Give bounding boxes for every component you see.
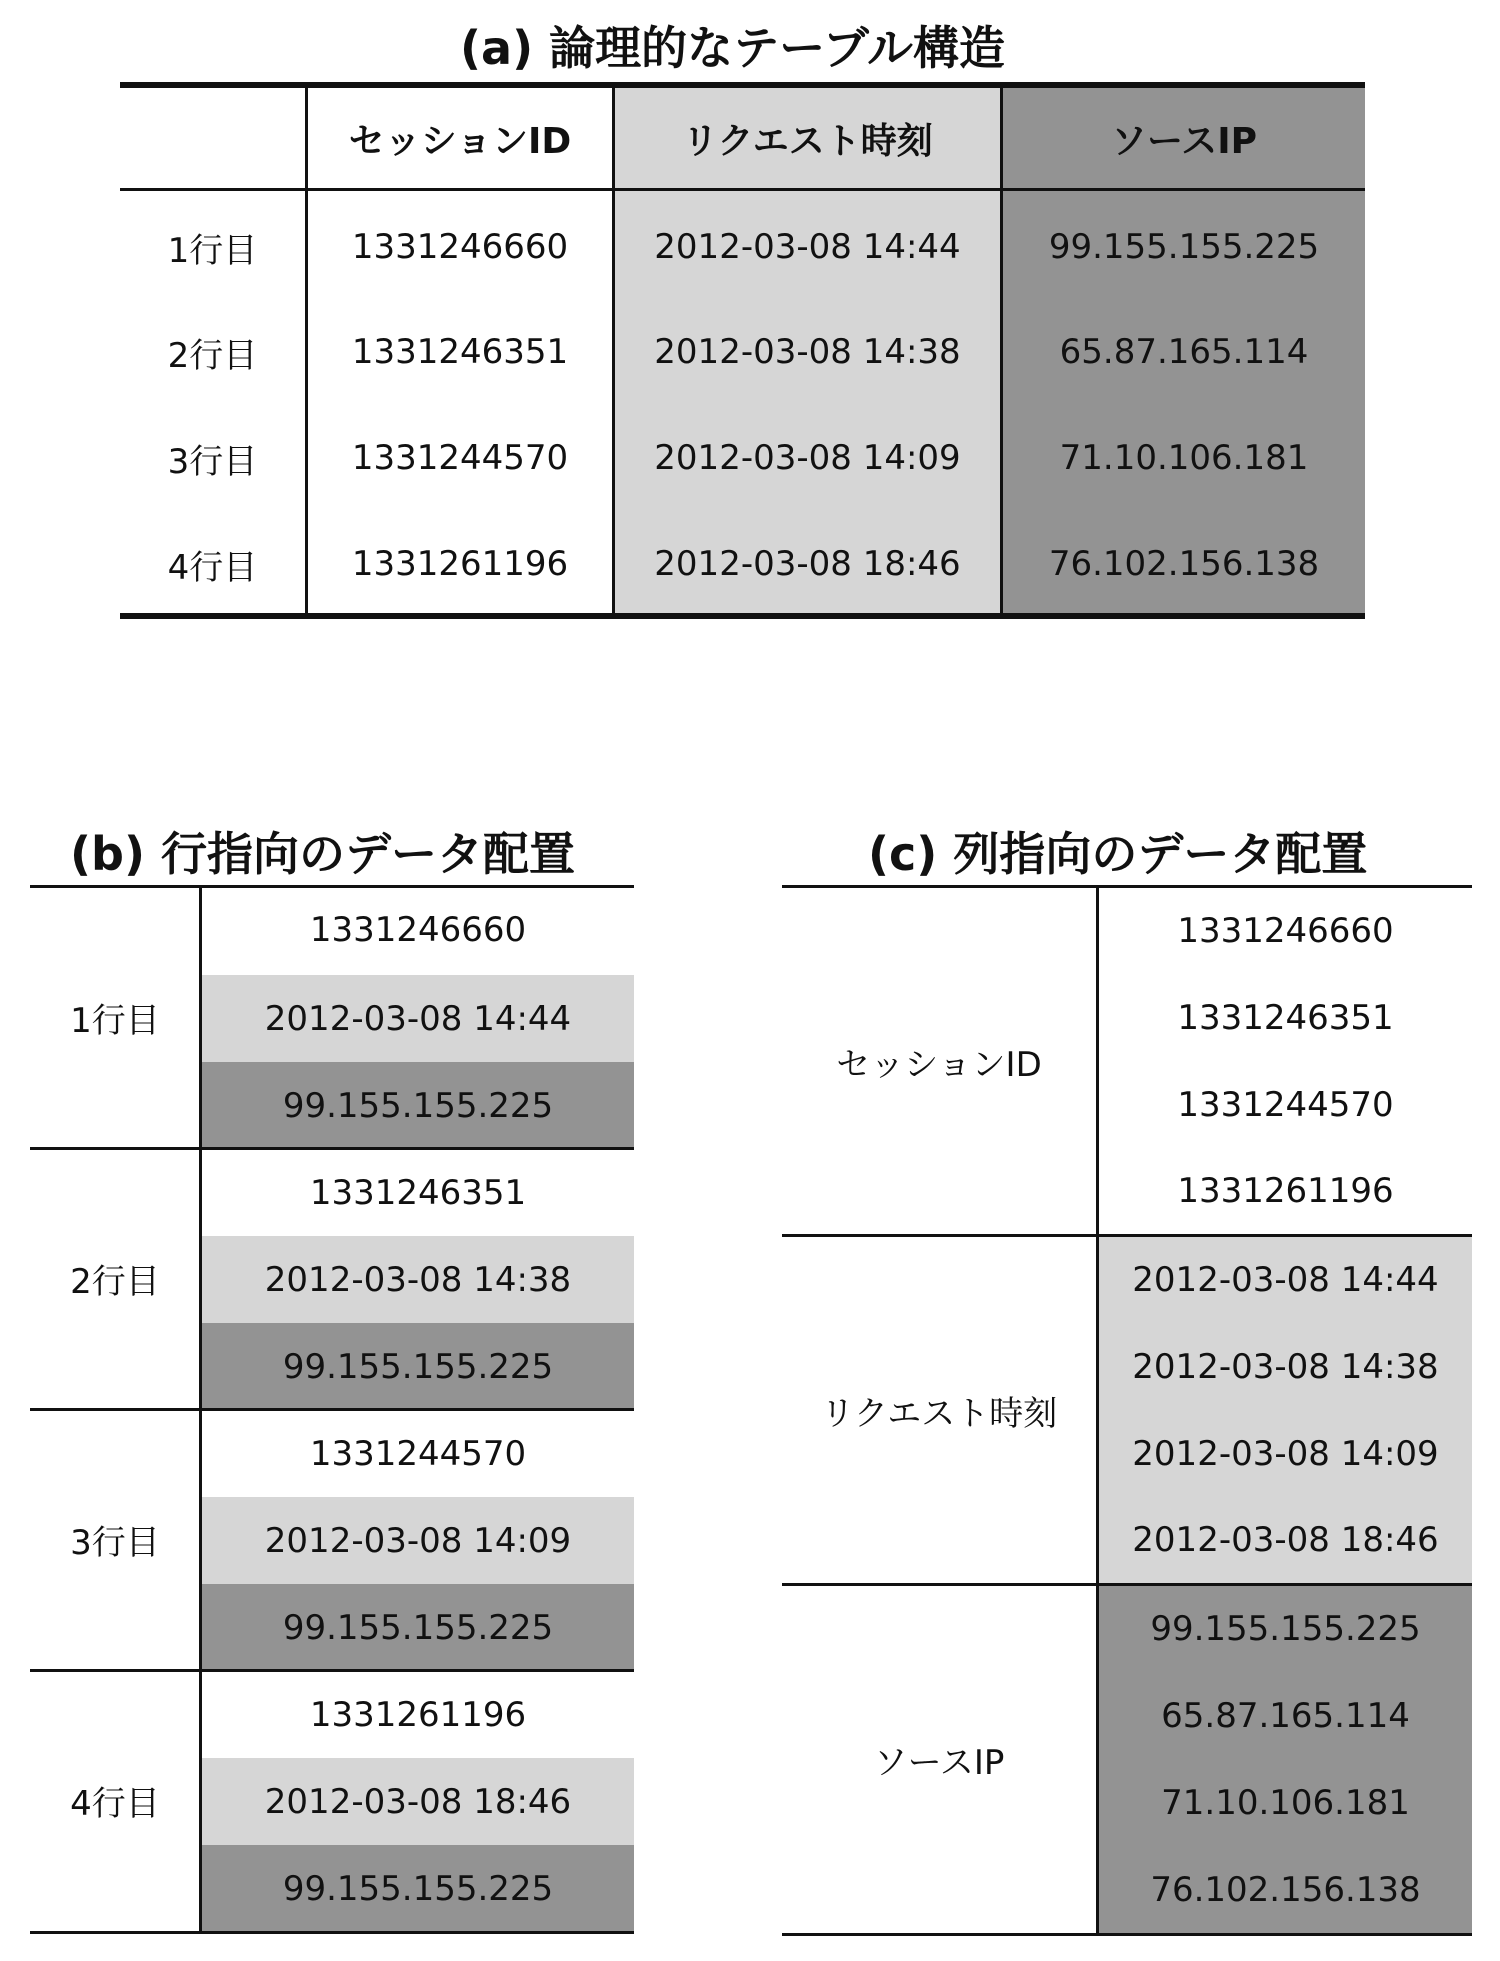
cell-request-time: 2012-03-08 14:38 — [654, 332, 961, 372]
title-logical-table: (a) 論理的なテーブル構造 — [460, 21, 1005, 75]
header-session-id: セッションID — [348, 120, 572, 162]
value-source-ip: 99.155.155.225 — [202, 1062, 634, 1149]
row-label: 2行目 — [167, 335, 258, 376]
value-source-ip: 76.102.156.138 — [1099, 1846, 1472, 1933]
value-source-ip: 99.155.155.225 — [202, 1584, 634, 1671]
value-session-id: 1331244570 — [309, 1433, 527, 1474]
label-divider — [1096, 885, 1099, 1934]
row-label: 1行目 — [167, 230, 258, 271]
group-rule — [782, 1234, 1472, 1237]
bottom-rule — [782, 1933, 1472, 1936]
value-source-ip: 71.10.106.181 — [1099, 1759, 1472, 1846]
cell-source-ip: 65.87.165.114 — [1059, 332, 1309, 372]
bottom-rule — [30, 1931, 634, 1934]
value-source-ip: 65.87.165.114 — [1099, 1672, 1472, 1759]
title-column-oriented: (c) 列指向のデータ配置 — [868, 827, 1368, 881]
value-session-id: 1331246351 — [309, 1172, 527, 1213]
row-label: 4行目 — [70, 1783, 160, 1824]
value-session-id: 1331244570 — [1177, 1084, 1394, 1125]
value-request-time: 2012-03-08 14:09 — [1099, 1410, 1472, 1497]
value-request-time: 2012-03-08 14:44 — [1099, 1237, 1472, 1323]
cell-source-ip: 99.155.155.225 — [1048, 227, 1320, 267]
value-source-ip: 99.155.155.225 — [202, 1323, 634, 1410]
column-oriented-layout — [782, 885, 1472, 1939]
cell-session-id: 1331246660 — [351, 227, 569, 267]
cell-session-id: 1331261196 — [351, 544, 569, 584]
group-rule — [30, 1147, 634, 1150]
row-label: 4行目 — [167, 547, 258, 588]
row-oriented-layout — [30, 885, 634, 1942]
row-label: 3行目 — [70, 1522, 160, 1563]
row-label: 1行目 — [70, 1000, 160, 1041]
value-session-id: 1331246660 — [309, 910, 527, 950]
group-rule — [30, 1408, 634, 1411]
cell-session-id: 1331246351 — [351, 332, 569, 372]
value-request-time: 2012-03-08 18:46 — [1099, 1497, 1472, 1583]
top-rule — [30, 885, 634, 888]
cell-source-ip: 76.102.156.138 — [1048, 544, 1320, 584]
header-source-ip: ソースIP — [1111, 120, 1257, 162]
value-request-time: 2012-03-08 14:38 — [1099, 1323, 1472, 1410]
group-rule — [30, 1669, 634, 1672]
column-label-session-id: セッションID — [836, 1044, 1042, 1085]
value-session-id: 1331246660 — [1177, 911, 1394, 951]
column-label-request-time: リクエスト時刻 — [820, 1393, 1058, 1434]
value-request-time: 2012-03-08 14:44 — [202, 975, 634, 1062]
column-label-source-ip: ソースIP — [873, 1742, 1005, 1783]
row-label: 3行目 — [167, 441, 258, 482]
value-source-ip: 99.155.155.225 — [1099, 1586, 1472, 1672]
title-row-oriented: (b) 行指向のデータ配置 — [70, 827, 575, 881]
value-source-ip: 99.155.155.225 — [202, 1845, 634, 1932]
value-session-id: 1331261196 — [309, 1694, 527, 1735]
value-request-time: 2012-03-08 18:46 — [202, 1758, 634, 1845]
value-request-time: 2012-03-08 14:38 — [202, 1236, 634, 1323]
cell-request-time: 2012-03-08 14:44 — [654, 227, 961, 267]
cell-session-id: 1331244570 — [351, 438, 569, 478]
cell-request-time: 2012-03-08 18:46 — [654, 544, 961, 584]
value-request-time: 2012-03-08 14:09 — [202, 1497, 634, 1584]
value-session-id: 1331261196 — [1177, 1171, 1394, 1211]
label-divider — [199, 885, 202, 1934]
cell-source-ip: 71.10.106.181 — [1059, 438, 1309, 478]
group-rule — [782, 1583, 1472, 1586]
cell-request-time: 2012-03-08 14:09 — [654, 438, 961, 478]
row-label: 2行目 — [70, 1261, 160, 1302]
value-session-id: 1331246351 — [1177, 997, 1394, 1038]
header-request-time: リクエスト時刻 — [682, 120, 933, 162]
top-rule — [782, 885, 1472, 888]
